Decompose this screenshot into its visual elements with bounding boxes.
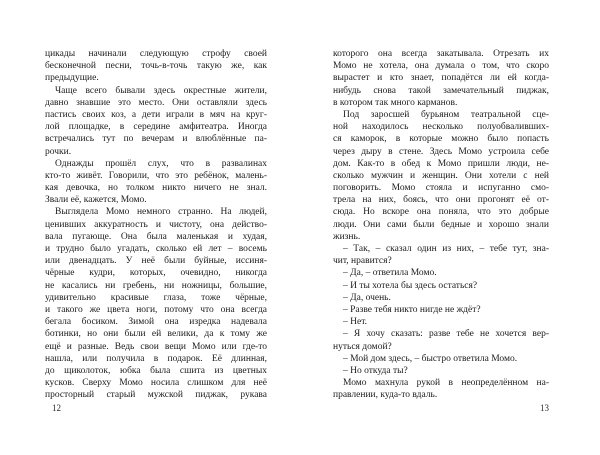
- text-line: ещё и разные. Ведь свои вещи Момо или где-то: [45, 341, 267, 352]
- text-line: Выглядела Момо немного странно. На людей,: [55, 207, 267, 218]
- text-line: до щиколоток, юбка была сшита из цветных: [45, 365, 267, 376]
- text-line: ценивших аккуратность и чистоту, она действо-: [45, 219, 267, 230]
- text-line: дом. Как-то в обед к Момо пришли люди, не-: [333, 158, 549, 169]
- text-line: вырастет и кто знает, попадётся ли ей когда-: [333, 73, 549, 84]
- text-line: давно знавшие это место. Они оставляли здесь: [45, 97, 267, 108]
- text-line: в котором так много карманов.: [333, 97, 458, 108]
- page-number-right: 13: [540, 403, 549, 413]
- text-line: рочки.: [45, 146, 72, 157]
- text-line: – И ты хотела бы здесь остаться?: [343, 280, 478, 291]
- text-line: ботинки, но они были ей велики, да к тому же: [45, 329, 267, 340]
- text-line: Однажды прошёл слух, что в развалинах: [55, 158, 267, 169]
- text-line: предыдущие.: [45, 73, 99, 84]
- page-number-left: 12: [52, 403, 61, 413]
- text-line: пастись своих коз, а дети играли в мяч на круг-: [45, 109, 267, 120]
- text-line: цикады начинали следующую строфу своей: [45, 49, 267, 59]
- text-line: жизнь.: [333, 231, 361, 242]
- text-line: Чаще всего бывали здесь окрестные жители,: [55, 85, 267, 96]
- text-line: кусков. Сверху Момо носила слишком для неё: [45, 378, 267, 389]
- text-line: бегала босиком. Зимой она изредка надевала: [45, 317, 267, 328]
- text-line: вала пугающе. Она была маленькая и худая,: [45, 231, 267, 242]
- text-line: ся каморок, в которые можно было попасть: [333, 134, 549, 145]
- page-left-text-column: [45, 48, 267, 401]
- text-line: или двенадцать. У неё были буйные, иссиня-: [45, 256, 267, 267]
- text-line: кто-то живёт. Говорили, что это ребёнок, малень-: [45, 170, 267, 181]
- page-right: [300, 0, 600, 455]
- text-line: трела на них, боясь, что они прогонят её от-: [333, 195, 549, 206]
- text-line: – Разве тебя никто нигде не ждёт?: [343, 304, 481, 315]
- text-line: через дыру в стене. Здесь Момо устроила себе: [333, 146, 549, 157]
- text-line: – Я хочу сказать: разве тебе не хочется вер-: [343, 329, 549, 340]
- text-line: – Да, очень.: [343, 292, 391, 303]
- text-line: просторный старый мужской пиджак, рукава: [45, 390, 267, 401]
- text-line: Под заросшей бурьяном театральной сце-: [343, 109, 549, 120]
- text-line: и такого же цвета ноги, потому что она всегда: [45, 304, 267, 315]
- text-line: Момо махнула рукой в неопределённом на-: [343, 378, 549, 389]
- text-line: люди. Они сами были бедные и хорошо знали: [333, 219, 549, 230]
- text-line: – Так, – сказал один из них, – тебе тут, зна-: [343, 244, 549, 254]
- text-line: – Нет.: [343, 317, 368, 328]
- text-line: нуться домой?: [333, 341, 392, 352]
- text-line: бесконечной песни, точь-в-точь такую же, как: [45, 61, 267, 72]
- text-line: сколько мужчин и женщин. Они хотели с ней: [333, 170, 549, 181]
- text-line: – Мой дом здесь, – быстро ответила Момо.: [343, 353, 518, 364]
- text-line: правлении, куда-то вдаль.: [333, 390, 438, 401]
- text-line: чит, нравится?: [333, 256, 392, 267]
- text-line: чёрные кудри, которых, очевидно, никогда: [45, 268, 267, 279]
- text-line: лой площадке, в середине амфитеатра. Иногда: [45, 122, 267, 133]
- text-line: ной находилось несколько полуобваливших-: [333, 122, 549, 133]
- page-right-text-column: [333, 48, 549, 401]
- text-line: и трудно было угадать, сколько ей лет – восемь: [45, 244, 267, 254]
- text-line: не касались ни гребень, ни ножницы, большие,: [45, 280, 267, 291]
- text-line: поговорить. Момо стояла и испуганно смо-: [333, 183, 549, 194]
- text-line: кая девочка, но толком никто ничего не знал.: [45, 183, 267, 194]
- text-line: удивительно красивые глаза, тоже чёрные,: [45, 292, 267, 303]
- text-line: Звали её, кажется, Момо.: [45, 195, 147, 206]
- text-line: – Да, – ответила Момо.: [343, 268, 437, 279]
- text-line: нибудь снова такой замечательный пиджак,: [333, 85, 549, 96]
- text-line: встречались тут по вечерам и влюблённые па-: [45, 134, 267, 145]
- text-line: Момо не хотела, она думала о том, что скоро: [333, 61, 549, 72]
- text-line: – Но откуда ты?: [343, 365, 408, 376]
- text-line: нашла, или получила в подарок. Её длинная,: [45, 353, 267, 364]
- text-line: которого она всегда закатывала. Отрезать их: [333, 49, 549, 59]
- text-line: сюда. Но вскоре она поняла, что это добрые: [333, 207, 549, 218]
